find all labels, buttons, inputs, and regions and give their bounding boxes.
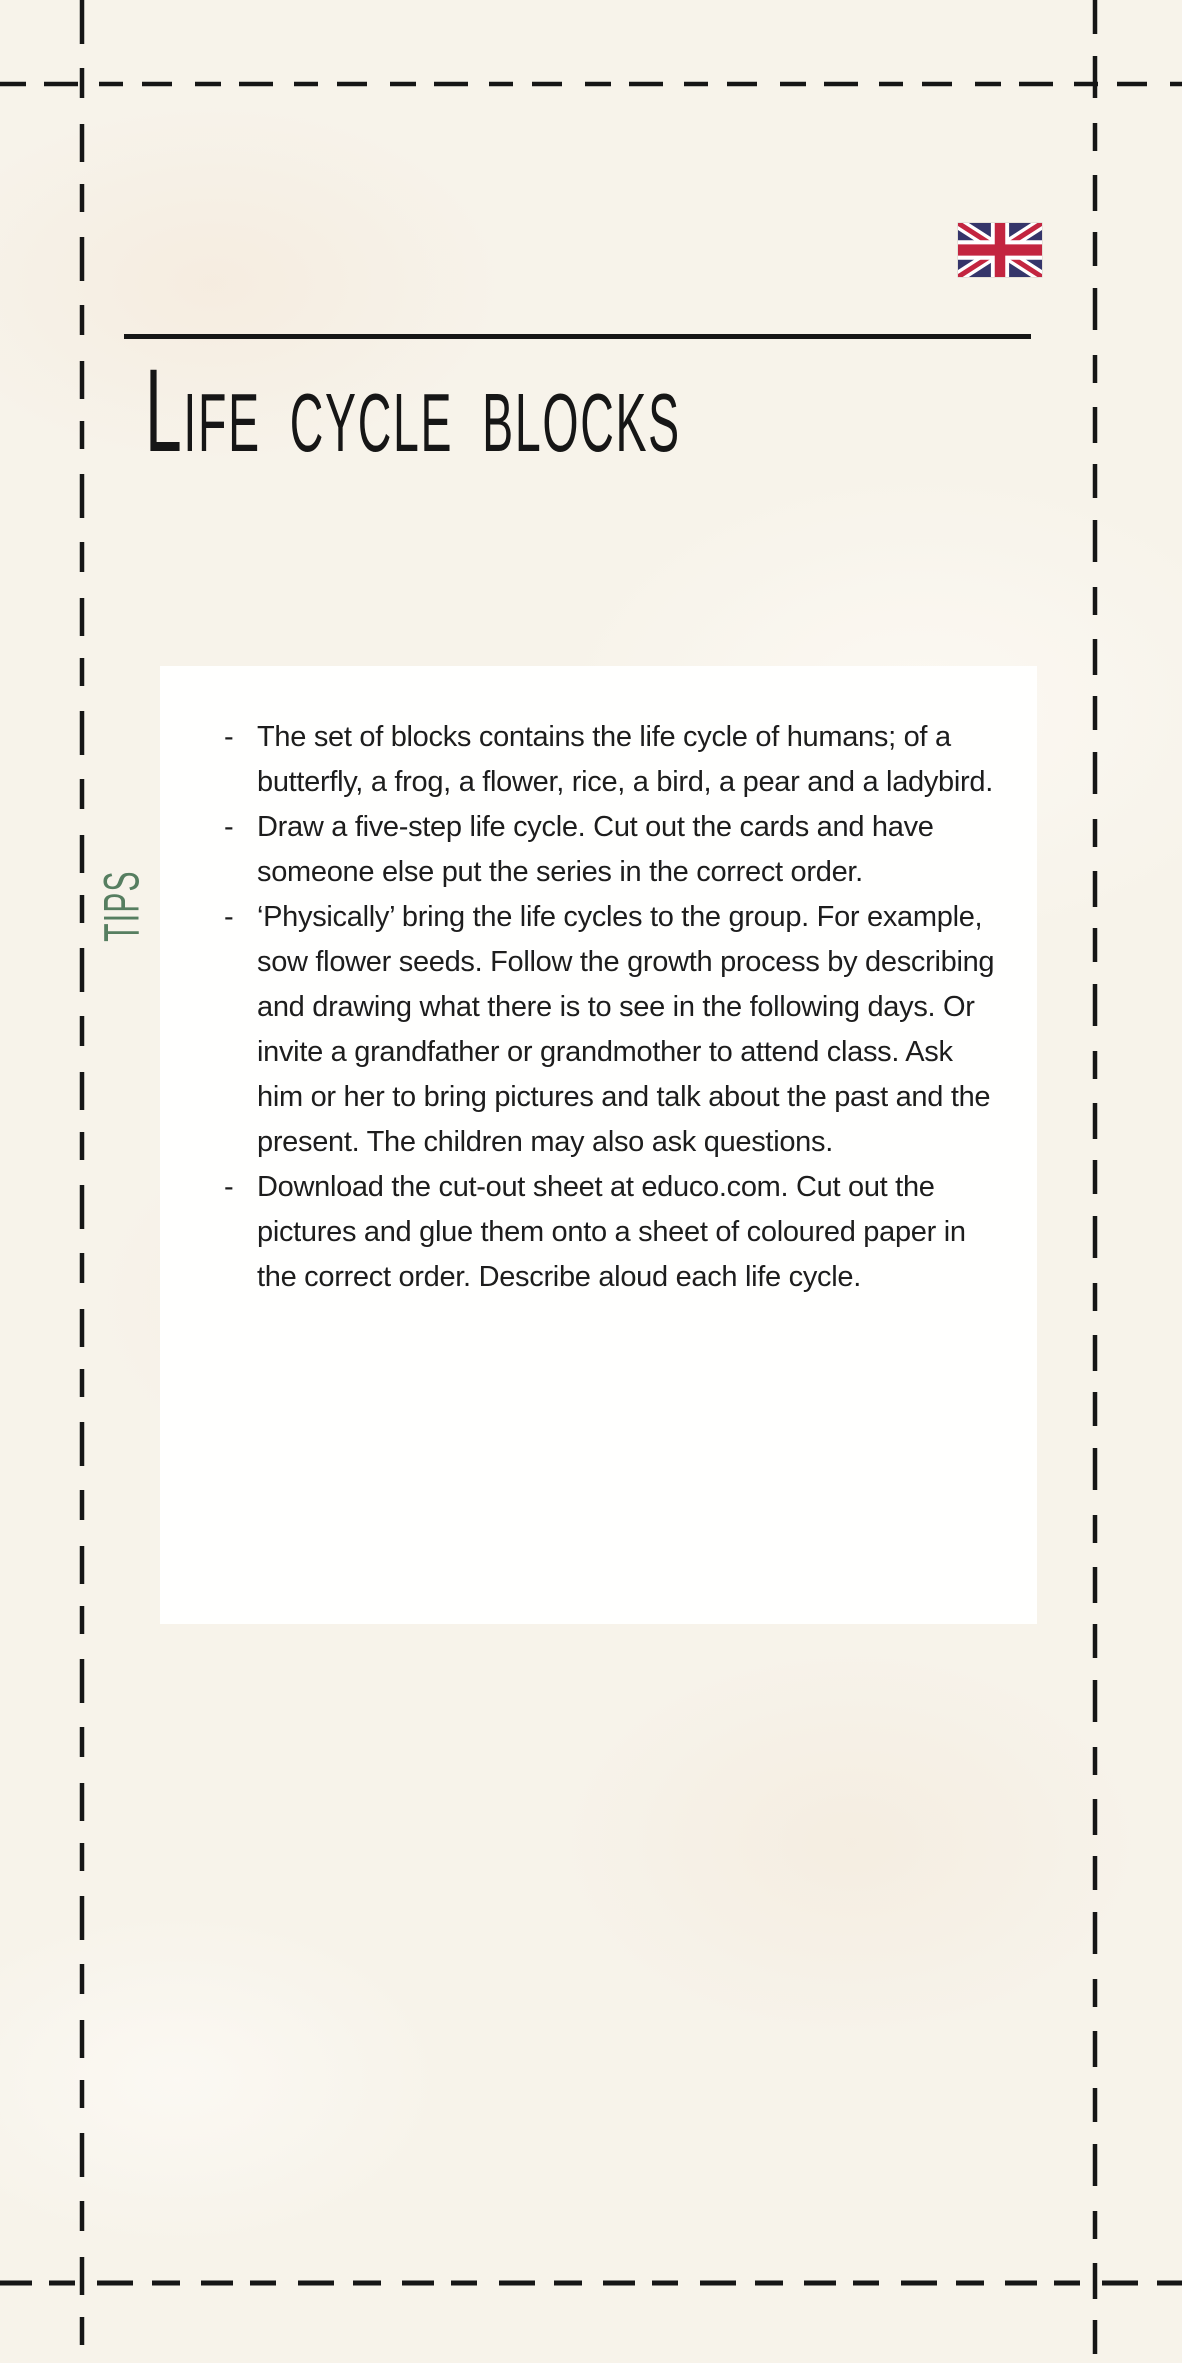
tips-list <box>224 715 997 1300</box>
tip-item <box>224 805 997 895</box>
title-rule <box>124 334 1031 339</box>
tips-label: TIPS <box>94 870 151 942</box>
tips-panel <box>160 666 1037 1624</box>
tip-text: The set of blocks contains the life cycle of humans; of a butterfly, a frog, a flower, rice, a bird, a pear and a ladybird. <box>257 721 993 798</box>
tip-item <box>224 1165 997 1300</box>
tip-text: ‘Physically’ bring the life cycles to the group. For example, sow flower seeds. Follow the growth process by describing and drawing what there is to see in the following days. Or invite a grandfather or grandmother to attend class. Ask him or her to bring pictures and talk about the past and the present. The children may also ask questions. <box>257 901 995 1158</box>
tip-bullet: - <box>224 1171 234 1203</box>
tip-text: Download the cut-out sheet at educo.com. Cut out the pictures and glue them onto a sheet of coloured paper in the correct order. Describe aloud each life cycle. <box>257 1171 966 1293</box>
uk-flag-icon <box>958 223 1042 277</box>
tip-bullet: - <box>224 721 234 753</box>
tip-bullet: - <box>224 811 234 843</box>
page-title: Life cycle blocks <box>145 345 681 477</box>
tip-item <box>224 715 997 805</box>
tip-text: Draw a five-step life cycle. Cut out the cards and have someone else put the series in the correct order. <box>257 811 934 888</box>
tip-bullet: - <box>224 901 234 933</box>
tip-item <box>224 895 997 1165</box>
